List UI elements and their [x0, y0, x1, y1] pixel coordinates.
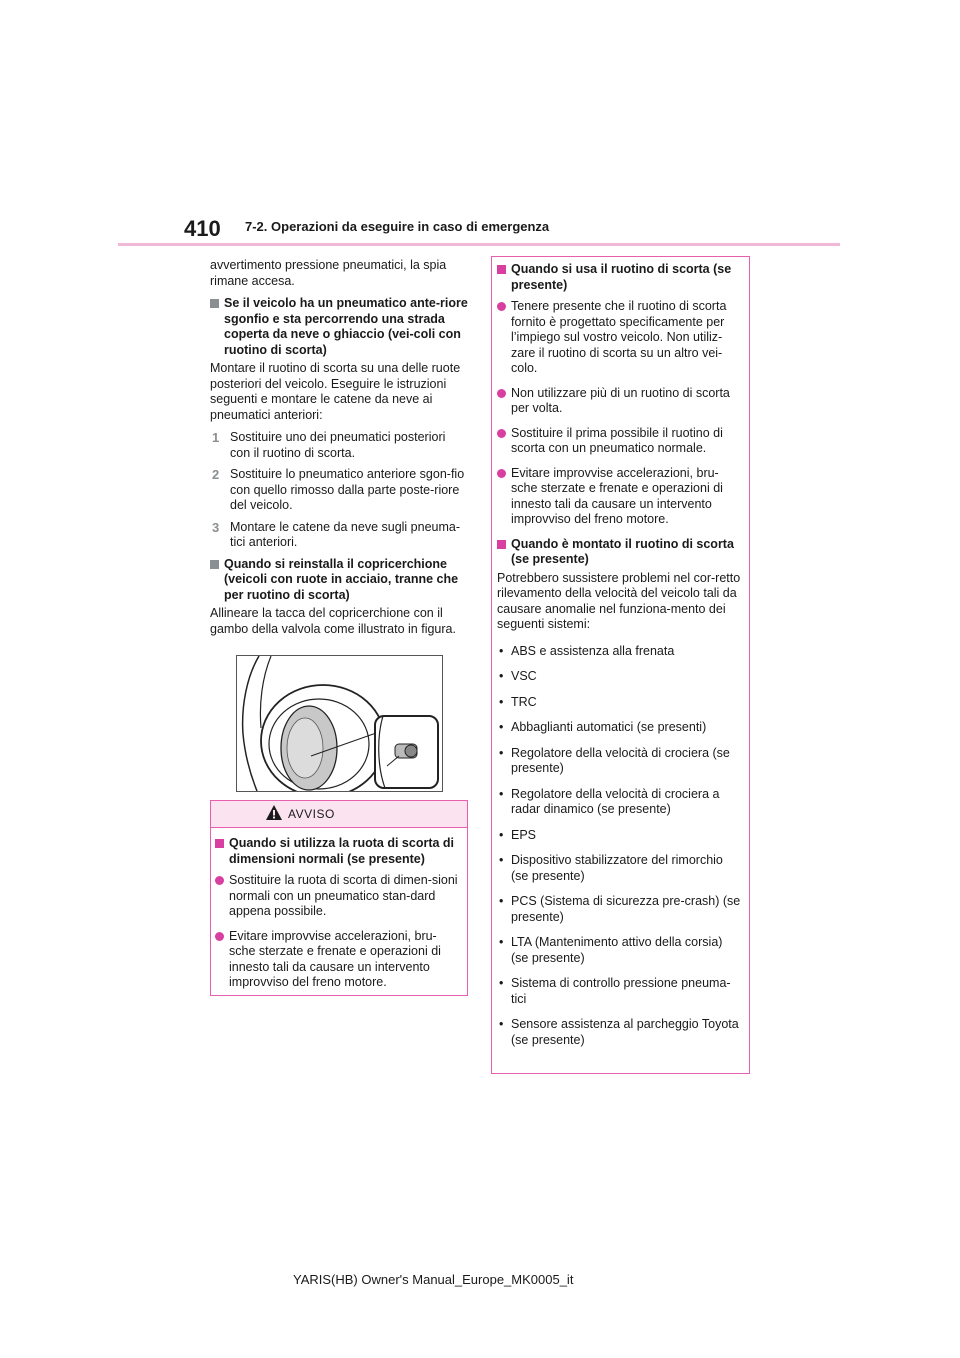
system-list-item — [497, 976, 741, 1007]
spare-tire-info-box — [491, 256, 750, 1074]
heading-text: Quando si reinstalla il copricerchione (veicoli con ruote in acciaio, tranne che per ruotino di scorta) — [224, 556, 459, 602]
section-heading — [497, 262, 741, 293]
dot-marker: • — [499, 669, 504, 683]
dot-marker: • — [499, 1017, 504, 1031]
square-bullet-icon — [497, 540, 506, 549]
dot-marker: • — [499, 853, 504, 867]
paragraph: Montare il ruotino di scorta su una delle ruote posteriori del veicolo. Eseguire le istruzioni seguenti e montare le catene da neve ai pneumatici anteriori: — [210, 361, 461, 422]
system-name: VSC — [511, 669, 537, 683]
list-item-text: Evitare improvvise accelerazioni, bru-sche sterzate e frenate e operazioni di innesto tali da causare un intervento improvviso del freno motore. — [511, 465, 723, 526]
list-item-text: Tenere presente che il ruotino di scorta fornito è progettato specificamente per l’impiego sul vostro veicolo. Non utiliz-zare il ruotino di scorta su un altro vei-colo. — [511, 299, 727, 375]
circle-bullet-icon — [215, 876, 224, 885]
system-name: EPS — [511, 827, 537, 842]
dot-marker: • — [499, 894, 504, 908]
square-bullet-icon — [210, 299, 219, 308]
heading-text: Quando si utilizza la ruota di scorta di dimensioni normali (se presente) — [229, 836, 455, 866]
header-divider — [118, 243, 840, 246]
dot-marker: • — [499, 935, 504, 949]
circle-bullet-icon — [215, 932, 224, 941]
step-text: Sostituire lo pneumatico anteriore sgon-fio con quello rimosso dalla parte poste-riore del veicolo. — [230, 467, 465, 512]
dot-marker: • — [499, 694, 504, 709]
section-title: 7-2. Operazioni da eseguire in caso di emergenza — [245, 219, 550, 234]
square-bullet-icon — [497, 265, 506, 274]
list-item — [497, 299, 741, 377]
step-number: 3 — [212, 519, 220, 535]
system-name: Sensore assistenza al parcheggio Toyota (se presente) — [511, 1017, 739, 1047]
step-item — [210, 467, 468, 514]
dot-marker: • — [499, 643, 504, 658]
heading-text: Se il veicolo ha un pneumatico ante-riore sgonfio e sta percorrendo una strada coperta da neve o ghiaccio (vei-coli con ruotino di scorta) — [224, 296, 468, 357]
system-list-item — [497, 853, 741, 884]
warning-header — [211, 801, 467, 828]
wheel-cover-illustration — [236, 655, 443, 792]
system-name: Regolatore della velocità di crociera (se presente) — [511, 745, 730, 775]
step-item — [210, 430, 468, 461]
section-heading — [497, 537, 741, 568]
system-list-item — [497, 720, 741, 736]
left-column — [210, 258, 468, 644]
heading-text: Quando si usa il ruotino di scorta (se presente) — [511, 262, 732, 292]
warning-heading — [215, 836, 461, 867]
step-number: 1 — [212, 430, 220, 445]
step-text: Montare le catene da neve sugli pneuma-tici anteriori. — [230, 519, 461, 549]
warning-content — [211, 828, 467, 991]
system-name: Abbaglianti automatici (se presenti) — [511, 720, 707, 734]
list-item — [497, 386, 741, 417]
system-list-item — [497, 695, 741, 711]
dot-marker: • — [499, 720, 504, 734]
list-item-text: Sostituire il prima possibile il ruotino di scorta con un pneumatico normale. — [511, 425, 723, 455]
system-list-item — [497, 644, 741, 660]
circle-bullet-icon — [497, 469, 506, 478]
section-heading — [210, 296, 468, 358]
warning-box — [210, 800, 468, 996]
list-item — [497, 466, 741, 528]
circle-bullet-icon — [497, 429, 506, 438]
dot-marker: • — [499, 976, 504, 990]
warning-triangle-icon — [265, 804, 283, 821]
step-number: 2 — [212, 467, 220, 482]
list-item — [497, 426, 741, 457]
system-list-item — [497, 894, 741, 925]
paragraph: Allineare la tacca del copricerchione con il gambo della valvola come illustrato in figura. — [210, 606, 456, 636]
intro-text: avvertimento pressione pneumatici, la spia rimane accesa. — [210, 258, 447, 288]
circle-bullet-icon — [497, 389, 506, 398]
dot-marker: • — [499, 786, 504, 801]
system-list-item — [497, 746, 741, 777]
circle-bullet-icon — [497, 302, 506, 311]
warning-title: AVVISO — [288, 807, 335, 821]
footer-manual-id: YARIS(HB) Owner's Manual_Europe_MK0005_it — [293, 1272, 574, 1287]
page-number: 410 — [184, 216, 221, 241]
system-name: Dispositivo stabilizzatore del rimorchio (se presente) — [511, 853, 723, 883]
square-bullet-icon — [215, 839, 224, 848]
dot-marker: • — [499, 745, 504, 760]
heading-text: Quando è montato il ruotino di scorta (se presente) — [511, 536, 734, 566]
system-list-item — [497, 935, 741, 966]
list-item-text: Evitare improvvise accelerazioni, bru-sche sterzate e frenate e operazioni di innesto tali da causare un intervento improvviso del freno motore. — [229, 928, 441, 989]
wheel-cover-drawing — [237, 656, 442, 791]
system-list-item — [497, 669, 741, 685]
list-item — [215, 873, 461, 920]
section-heading — [210, 557, 468, 604]
step-text: Sostituire uno dei pneumatici posteriori con il ruotino di scorta. — [230, 430, 446, 460]
list-item-text: Non utilizzare più di un ruotino di scorta per volta. — [511, 385, 730, 415]
system-name: TRC — [511, 694, 537, 709]
dot-marker: • — [499, 827, 504, 842]
system-name: Regolatore della velocità di crociera a radar dinamico (se presente) — [511, 786, 720, 816]
system-list-item — [497, 1017, 741, 1048]
square-bullet-icon — [210, 560, 219, 569]
system-name: LTA (Mantenimento attivo della corsia) (se presente) — [511, 935, 723, 965]
system-name: PCS (Sistema di sicurezza pre-crash) (se presente) — [511, 894, 741, 924]
system-list-item — [497, 828, 741, 844]
step-item — [210, 520, 468, 551]
system-name: ABS e assistenza alla frenata — [511, 643, 675, 658]
list-item-text: Sostituire la ruota di scorta di dimen-sioni normali con un pneumatico stan-dard appena possibile. — [229, 873, 458, 918]
list-item — [215, 929, 461, 991]
system-list-item — [497, 787, 741, 818]
paragraph: Potrebbero sussistere problemi nel cor-retto rilevamento della velocità del veicolo tali da causare anomalie nel funziona-mento dei seguenti sistemi: — [497, 570, 741, 631]
system-name: Sistema di controllo pressione pneuma-tici — [511, 976, 731, 1006]
